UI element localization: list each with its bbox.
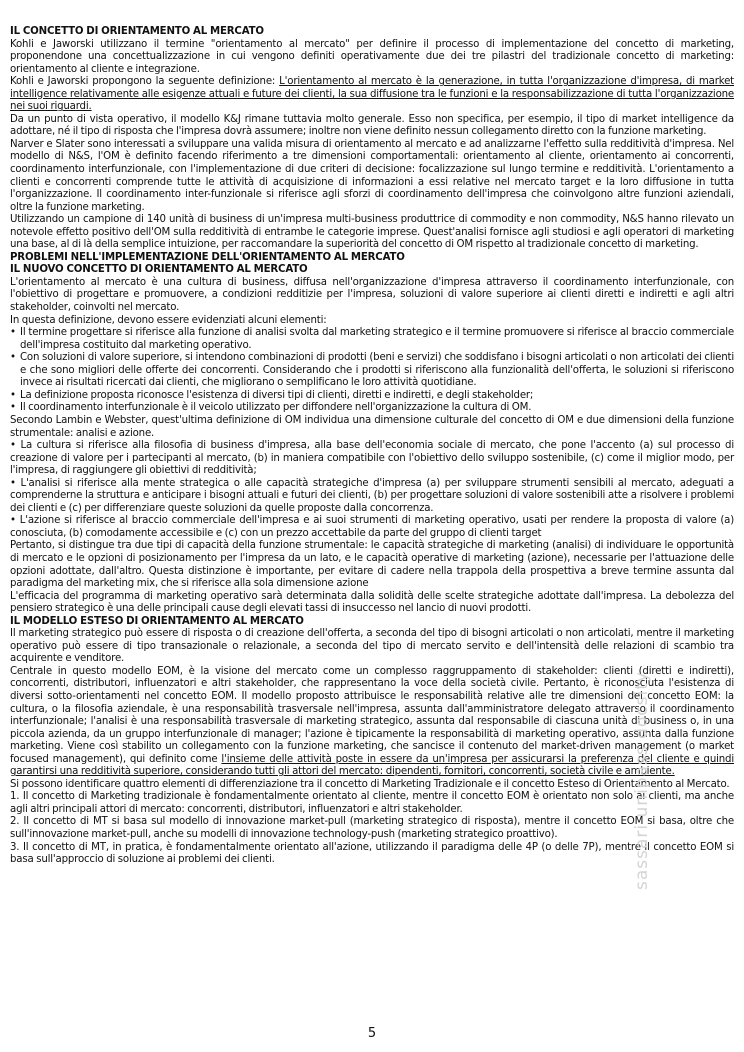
paragraph: • L'analisi si riferisce alla mente strategica o alle capacità strategiche d'impresa (a) per sviluppare strumenti sensibili al mercato, adeguati a comprenderne la struttura e anticipare i bisogni attuali e futuri dei clienti, (b) per progettare soluzioni di valore sostenibili atte a risolvere i problemi dei clienti e (c) per differenziare queste soluzioni da quelle proposte dalla concorrenza. xyxy=(10,477,734,514)
watermark: sassari unipass docsity xyxy=(632,671,652,890)
list-item: • Con soluzioni di valore superiore, si intendono combinazioni di prodotti (beni e servizi) che soddisfano i bisogni articolati o non articolati dei clienti e che sono migliori delle offerte dei concorrenti. Considerando che i prodotti si riferiscono alla funzionalità dell'offerta, le soluzioni si riferiscono invece ai risultati ricercati dai clienti, che migliorano o semplificano le loro attività quotidiane. xyxy=(10,352,734,390)
list-item: • Il coordinamento interfunzionale è il veicolo utilizzato per diffondere nell'organizzazione la cultura di OM. xyxy=(10,402,734,415)
paragraph: 2. Il concetto di MT si basa sul modello di innovazione market-pull (marketing strategico di risposta), mentre il concetto EOM si basa, oltre che sull'innovazione market-pull, anche su modelli di innovazione technology-push (marketing strategico proattivo). xyxy=(10,816,734,840)
paragraph: • L'azione si riferisce al braccio commerciale dell'impresa e ai suoi strumenti di marketing operativo, usati per rendere la proposta di valore (a) conosciuta, (b) comodamente accessibile e (c) con un prezzo accettabile da parte del gruppo di clienti target xyxy=(10,515,734,539)
paragraph: Utilizzando un campione di 140 unità di business di un'impresa multi-business produttrice di commodity e non commodity, N&S hanno rilevato un notevole effetto positivo dell'OM sulla redditività di entrambe le categorie imprese. Quest'analisi fornisce agli studiosi e agli operatori di marketing una base, al di là della semplice intuizione, per raccomandare la superiorità del concetto di OM rispetto al tradizionale concetto di marketing. xyxy=(10,214,734,251)
underlined-definition: l'insieme delle attività poste in essere da un'impresa per assicurarsi la preferenza del cliente e quindi garantirsi una redditività superiore, considerando tutti gli attori del mercato: dipendenti, fornitori, concorrenti, società civile e ambiente. xyxy=(10,753,734,778)
paragraph: • La cultura si riferisce alla filosofia di business d'impresa, alla base dell'economia sociale di mercato, che pone l'accento (a) sul processo di creazione di valore per i partecipanti al mercato, (b) in maniera compatibile con l'obiettivo dello sviluppo sostenibile, (c) come il miglior modo, per l'impresa, di raggiungere gli obiettivi di redditività; xyxy=(10,440,734,477)
bullet-list xyxy=(10,327,734,415)
paragraph: Si possono identificare quattro elementi di differenziazione tra il concetto di Marketing Tradizionale e il concetto Esteso di Orientamento al Mercato. xyxy=(10,778,730,790)
document-body xyxy=(10,26,734,867)
paragraph: 1. Il concetto di Marketing tradizionale è fondamentalmente orientato al cliente, mentre il concetto EOM è orientato non solo ai clienti, ma anche agli altri principali attori di mercato: concorrenti, distributori, influenzatori e altri stakeholder. xyxy=(10,791,734,815)
paragraph xyxy=(10,76,734,114)
paragraph xyxy=(10,666,734,779)
paragraph: In questa definizione, devono essere evidenziati alcuni elementi: xyxy=(10,314,327,326)
paragraph: Il marketing strategico può essere di risposta o di creazione dell'offerta, a seconda del tipo di bisogni articolati o non articolati, mentre il marketing operativo può essere di tipo transazionale o relazionale, a seconda del tipo di mercato servito e dell'intensità delle relazioni di scambio tra acquirente e venditore. xyxy=(10,628,734,665)
section-heading: IL NUOVO CONCETTO DI ORIENTAMENTO AL MERCATO xyxy=(10,264,308,276)
paragraph-text: Kohli e Jaworski propongono la seguente definizione: xyxy=(10,76,280,88)
underlined-definition: L'orientamento al mercato è la generazione, in tutta l'organizzazione d'impresa, di market intelligence relativamente alle esigenze attuali e future dei clienti, la sua diffusione tra le funzioni e la responsabilizzazione di tutta l'organizzazione nei suoi riguardi. xyxy=(10,76,734,113)
paragraph: L'orientamento al mercato è una cultura di business, diffusa nell'organizzazione d'impresa attraverso il coordinamento interfunzionale, con l'obiettivo di progettare e promuovere, a condizioni redditizie per l'impresa, soluzioni di valore superiore ai clienti diretti e indiretti e agli altri stakeholder, coinvolti nel mercato. xyxy=(10,276,734,314)
section-heading: IL CONCETTO DI ORIENTAMENTO AL MERCATO xyxy=(10,26,264,37)
page-number: 5 xyxy=(367,1026,377,1041)
list-item: • La definizione proposta riconosce l'esistenza di diversi tipi di clienti, diretti e indiretti, e degli stakeholder; xyxy=(10,390,734,403)
paragraph-text: Centrale in questo modello EOM, è la visione del mercato come un complesso raggruppamento di stakeholder: clienti (diretti e indiretti), concorrenti, distributori, influenzatori e altri stakeholder, che rappresentano la voce della società civile. Pertanto, è riconosciuta l'esistenza di diversi sotto-orientamenti nel concetto EOM. Il modello proposto attribuisce le responsabilità relative alle tre dimensioni del concetto EOM: la cultura, o la filosofia aziendale, è una responsabilità trasversale nell'impresa, assunta dall'amministratore delegato attraverso il coordinamento interfunzionale; l'analisi è una responsabilità trasversale di marketing strategico, assunta dal responsabile di ciascuna unità di business o, in una piccola azienda, da un gruppo interfunzionale di manager; l'azione è tipicamente la responsabilità di marketing operativo, assunta dalla funzione marketing. Viene così stabilito un collegamento con la funzione marketing, che sancisce il contenuto del market-driven management (o market focused management), qui definito come xyxy=(10,665,734,765)
paragraph: L'efficacia del programma di marketing operativo sarà determinata dalla solidità delle scelte strategiche adottate dall'impresa. La debolezza del pensiero strategico è una delle principali cause degli elevati tassi di insuccesso nel lancio di nuovi prodotti. xyxy=(10,590,734,615)
paragraph: Pertanto, si distingue tra due tipi di capacità della funzione strumentale: le capacità strategiche di marketing (analisi) di individuare le opportunità di mercato e le opzioni di posizionamento per l'impresa da un lato, e le capacità operative di marketing (azione), necessarie per l'attuazione delle opzioni adottate, dall'altro. Questa distinzione è importante, per evitare di cadere nella trappola della prospettiva a breve termine assunta dal paradigma del marketing mix, che si riferisce alla sola dimensione azione xyxy=(10,540,734,590)
paragraph: Secondo Lambin e Webster, quest'ultima definizione di OM individua una dimensione culturale del concetto di OM e due dimensioni della funzione strumentale: analisi e azione. xyxy=(10,414,734,439)
list-item: • Il termine progettare si riferisce alla funzione di analisi svolta dal marketing strategico e il termine promuovere si riferisce al braccio commerciale dell'impresa costituito dal marketing operativo. xyxy=(10,327,734,352)
paragraph: Da un punto di vista operativo, il modello K&J rimane tuttavia molto generale. Esso non specifica, per esempio, il tipo di market intelligence da adottare, né il tipo di risposta che l'impresa dovrà assumere; inoltre non viene definito nessun collegamento diretto con la funzione marketing. xyxy=(10,113,734,138)
section-heading: PROBLEMI NELL'IMPLEMENTAZIONE DELL'ORIENTAMENTO AL MERCATO xyxy=(10,251,405,263)
paragraph: Narver e Slater sono interessati a sviluppare una valida misura di orientamento al mercato e ad analizzarne l'effetto sulla redditività d'impresa. Nel modello di N&S, l'OM è definito facendo riferimento a tre dimensioni comportamentali: orientamento al cliente, orientamento ai concorrenti, coordinamento interfunzionale, con l'implementazione di due criteri di decisione: focalizzazione sul lungo termine e redditività. L'orientamento a clienti e concorrenti comprende tutte le attività di acquisizione di informazioni a essi relative nel mercato target e la loro diffusione in tutta l'organizzazione. Il coordinamento inter-funzionale si riferisce agli sforzi di coordinamento dell'impresa che coinvolgono altre funzioni aziendali, oltre la funzione marketing. xyxy=(10,138,734,213)
paragraph: 3. Il concetto di MT, in pratica, è fondamentalmente orientato all'azione, utilizzando il paradigma delle 4P (o delle 7P), mentre il concetto EOM si basa sull'approccio di soluzione ai problemi dei clienti. xyxy=(10,841,734,866)
paragraph: Kohli e Jaworski utilizzano il termine "orientamento al mercato" per definire il processo di implementazione del concetto di marketing, proponendone una concettualizzazione in cui vengono definiti operativamente due dei tre pilastri del tradizionale concetto di marketing: orientamento al cliente e integrazione. xyxy=(10,38,734,75)
section-heading: IL MODELLO ESTESO DI ORIENTAMENTO AL MERCATO xyxy=(10,615,304,627)
